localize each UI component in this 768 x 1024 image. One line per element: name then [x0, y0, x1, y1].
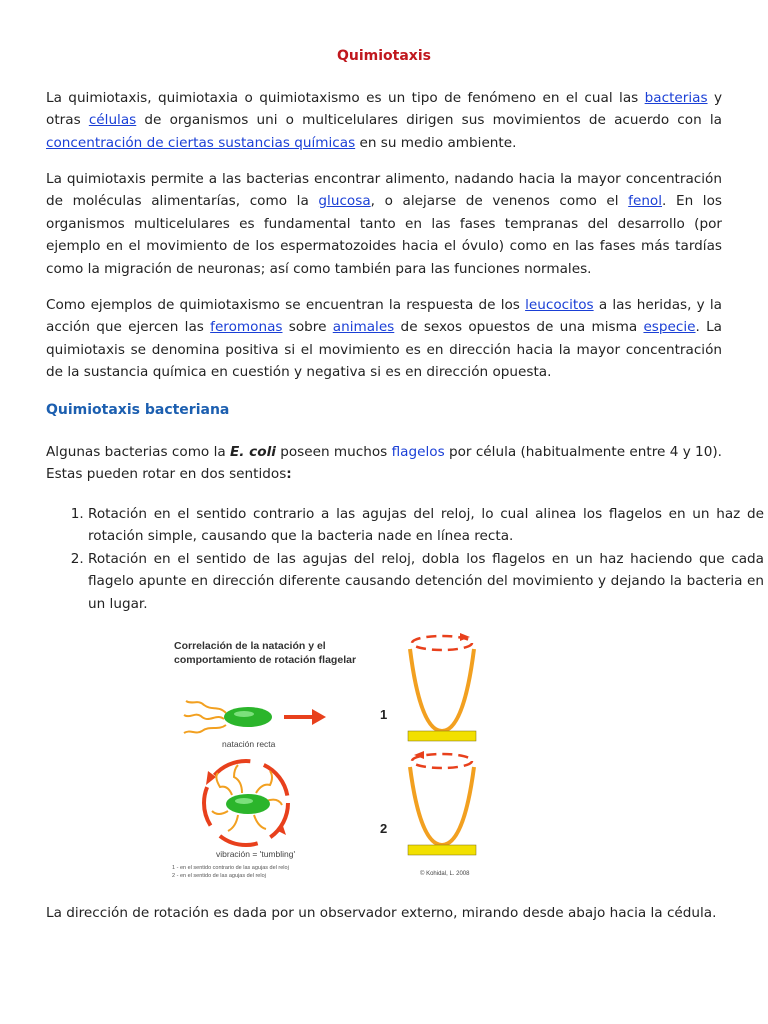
section-heading: Quimiotaxis bacteriana: [46, 402, 230, 418]
text-run: poseen muchos: [275, 444, 392, 460]
text-run: La quimiotaxis, quimiotaxia o quimiotaxismo es un tipo de fenómeno en el cual las: [46, 90, 645, 106]
flagella-paragraph: [46, 441, 722, 486]
figure-title-line: Correlación de la natación y el: [174, 640, 326, 652]
link-feromonas[interactable]: feromonas: [210, 319, 283, 336]
link-fenol[interactable]: fenol: [628, 193, 663, 210]
link-especie[interactable]: especie: [643, 319, 696, 336]
list-item: 1. Rotación en el sentido contrario a las agujas del reloj, lo cual alinea los flagelos en un haz de rotación simple, causando que la bacteria nade en línea recta.: [88, 503, 764, 548]
intro-paragraph: [46, 87, 722, 154]
examples-paragraph: [46, 294, 722, 384]
text-run: , o alejarse de venenos como el: [370, 193, 629, 210]
rotation-list: [46, 503, 764, 615]
link-animales[interactable]: animales: [332, 319, 395, 336]
text-run: y otras: [46, 90, 722, 129]
text-run: La quimiotaxis permite a las bacterias encontrar alimento, nadando hacia la mayor concentración de moléculas alimentarías, como la: [46, 171, 722, 210]
text-run: en su medio ambiente.: [355, 134, 517, 151]
figure-label: natación recta: [222, 739, 276, 749]
text-run: por célula (habitualmente entre 4 y 10). Estas pueden rotar en dos sentidos: [46, 444, 722, 483]
link-bacterias[interactable]: bacterias: [644, 90, 708, 106]
text-run: sobre: [282, 319, 333, 336]
text-run: Algunas bacterias como la: [46, 444, 230, 460]
species-name: E. coli: [230, 444, 276, 460]
cw-rotation-flagellum: [408, 751, 476, 855]
text-run: . En los organismos multicelulares es fundamental tanto en las fases tempranas del desarrollo (por ejemplo en el movimiento de los espermatozoides hacia el óvulo) como en las fases más tardías como la migración de neuronas; así como también para las funciones normales.: [46, 193, 722, 277]
figure-number: 2: [380, 821, 388, 836]
link-concentracion[interactable]: concentración de ciertas sustancias químicas: [46, 134, 356, 151]
flagellar-rotation-figure: [170, 627, 490, 881]
figure-note: 1 - en el sentido contrario de las agujas del reloj: [172, 865, 289, 871]
page-title: Quimiotaxis: [337, 48, 431, 64]
food-paragraph: [46, 168, 722, 280]
text-run: de organismos uni o multicelulares dirigen sus movimientos de acuerdo con la: [136, 112, 722, 129]
observer-paragraph: La dirección de rotación es dada por un observador externo, mirando desde abajo hacia la cédula.: [46, 905, 717, 921]
figure-credit: © Kohidal, L. 2008: [420, 871, 470, 877]
text-run: a las heridas, y la acción que ejercen las: [46, 297, 722, 336]
text-run: :: [286, 466, 292, 483]
text-run: de sexos opuestos de una misma: [394, 319, 644, 336]
text-run: Como ejemplos de quimiotaxismo se encuentran la respuesta de los: [46, 297, 526, 313]
figure-note: 2 - en el sentido de las agujas del reloj: [172, 873, 266, 879]
text-run: . La quimiotaxis se denomina positiva si el movimiento es en dirección hacia la mayor concentración de la sustancia química en cuestión y negativa si es en dirección opuesta.: [46, 319, 723, 381]
list-item: 2. Rotación en el sentido de las agujas del reloj, dobla los flagelos en un haz haciendo que cada flagelo apunte en dirección diferente causando detención del movimiento y dejando la bacteria en un lugar.: [88, 548, 764, 615]
figure-number: 1: [380, 707, 388, 722]
tumbling-bacterium: [204, 761, 288, 845]
figure-label: vibración = 'tumbling': [216, 849, 296, 859]
figure-illustration: [170, 627, 490, 881]
link-glucosa[interactable]: glucosa: [318, 193, 371, 210]
link-leucocitos[interactable]: leucocitos: [525, 297, 594, 313]
link-celulas[interactable]: células: [88, 112, 137, 129]
link-flagelos[interactable]: flagelos: [391, 444, 445, 460]
swim-direction-arrowhead: [312, 709, 326, 725]
figure-title-line: comportamiento de rotación flagelar: [174, 654, 357, 666]
straight-swimming-bacterium: [184, 701, 272, 733]
ccw-rotation-flagellum: [408, 633, 476, 741]
